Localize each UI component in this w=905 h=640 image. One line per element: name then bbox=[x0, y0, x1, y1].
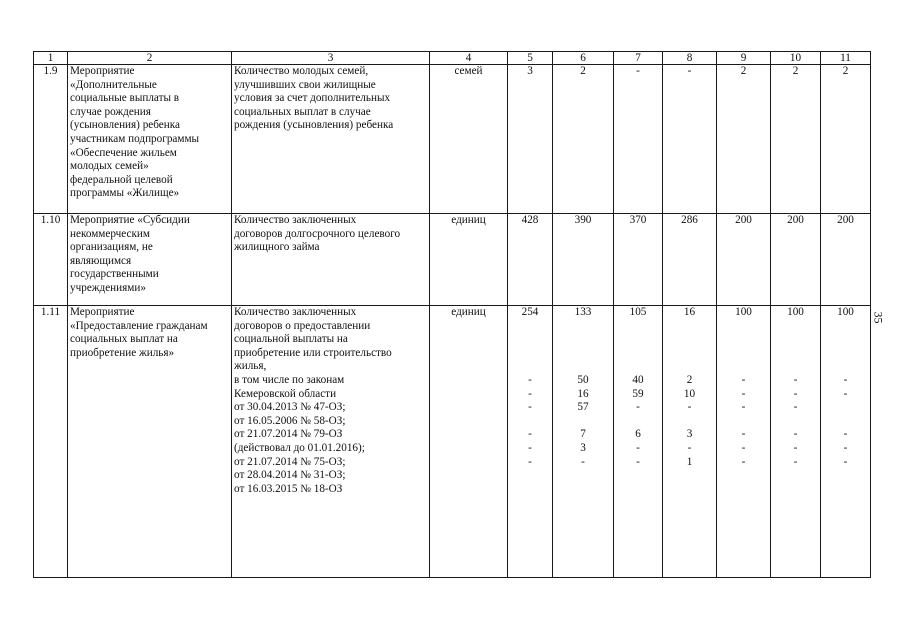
value-cell: 200 bbox=[717, 214, 771, 306]
activity-cell: Мероприятие «Субсидии некоммерческим организациям, не являющимся государственными учреждениями» bbox=[68, 214, 232, 306]
activity-cell: Мероприятие «Дополнительные социальные выплаты в случае рождения (усыновления) ребенка участникам подпрограммы «Обеспечение жильем молодых семей» федеральной целевой программы «Жилище» bbox=[68, 65, 232, 214]
value-cell: 200 bbox=[821, 214, 871, 306]
value-cell: 370 bbox=[614, 214, 663, 306]
header-cell: 5 bbox=[508, 52, 553, 65]
page-number: 35 bbox=[871, 311, 886, 324]
row-number: 1.10 bbox=[34, 214, 68, 306]
indicator-cell: Количество заключенных договоров долгосрочного целевого жилищного займа bbox=[232, 214, 430, 306]
indicator-cell: Количество молодых семей, улучшивших свои жилищные условия за счет дополнительных социальных выплат в случае рождения (усыновления) ребенка bbox=[232, 65, 430, 214]
header-cell: 8 bbox=[663, 52, 717, 65]
indicator-cell: Количество заключенных договоров о предоставлении социальной выплаты на приобретение или строительство жилья, в том числе по законам Кемеровской области от 30.04.2013 № 47-ОЗ; от 16.05.2006 № 58-ОЗ; от 21.07.2014 № 79-ОЗ (действовал до 01.01.2016); от 21.07.2014 № 75-ОЗ; от 28.04.2014 № 31-ОЗ; от 16.03.2015 № 18-ОЗ bbox=[232, 306, 430, 578]
value-cell: 2 bbox=[717, 65, 771, 214]
indicators-table bbox=[33, 51, 871, 578]
value-cell: - bbox=[663, 65, 717, 214]
value-cell: 100 - - - - - - bbox=[717, 306, 771, 578]
value-cell: 100 - - - - - - bbox=[771, 306, 821, 578]
value-cell: 16 2 10 - 3 - 1 bbox=[663, 306, 717, 578]
value-cell: 390 bbox=[553, 214, 614, 306]
value-cell: 105 40 59 - 6 - - bbox=[614, 306, 663, 578]
value-cell: 254 - - - - - - bbox=[508, 306, 553, 578]
value-cell: 2 bbox=[771, 65, 821, 214]
header-cell: 11 bbox=[821, 52, 871, 65]
value-cell: 2 bbox=[821, 65, 871, 214]
row-number: 1.11 bbox=[34, 306, 68, 578]
header-cell: 10 bbox=[771, 52, 821, 65]
value-cell: 100 - - - - - bbox=[821, 306, 871, 578]
header-cell: 3 bbox=[232, 52, 430, 65]
unit-cell: семей bbox=[430, 65, 508, 214]
header-cell: 2 bbox=[68, 52, 232, 65]
header-cell: 1 bbox=[34, 52, 68, 65]
activity-cell: Мероприятие «Предоставление гражданам социальных выплат на приобретение жилья» bbox=[68, 306, 232, 578]
value-cell: 2 bbox=[553, 65, 614, 214]
header-cell: 9 bbox=[717, 52, 771, 65]
value-cell: 200 bbox=[771, 214, 821, 306]
header-row bbox=[34, 52, 871, 65]
table-row bbox=[34, 306, 871, 578]
header-cell: 6 bbox=[553, 52, 614, 65]
value-cell: 3 bbox=[508, 65, 553, 214]
value-cell: 133 50 16 57 7 3 - bbox=[553, 306, 614, 578]
value-cell: 428 bbox=[508, 214, 553, 306]
header-cell: 4 bbox=[430, 52, 508, 65]
value-cell: 286 bbox=[663, 214, 717, 306]
unit-cell: единиц bbox=[430, 214, 508, 306]
value-cell: - bbox=[614, 65, 663, 214]
table-row bbox=[34, 214, 871, 306]
row-number: 1.9 bbox=[34, 65, 68, 214]
table-row bbox=[34, 65, 871, 214]
header-cell: 7 bbox=[614, 52, 663, 65]
unit-cell: единиц bbox=[430, 306, 508, 578]
